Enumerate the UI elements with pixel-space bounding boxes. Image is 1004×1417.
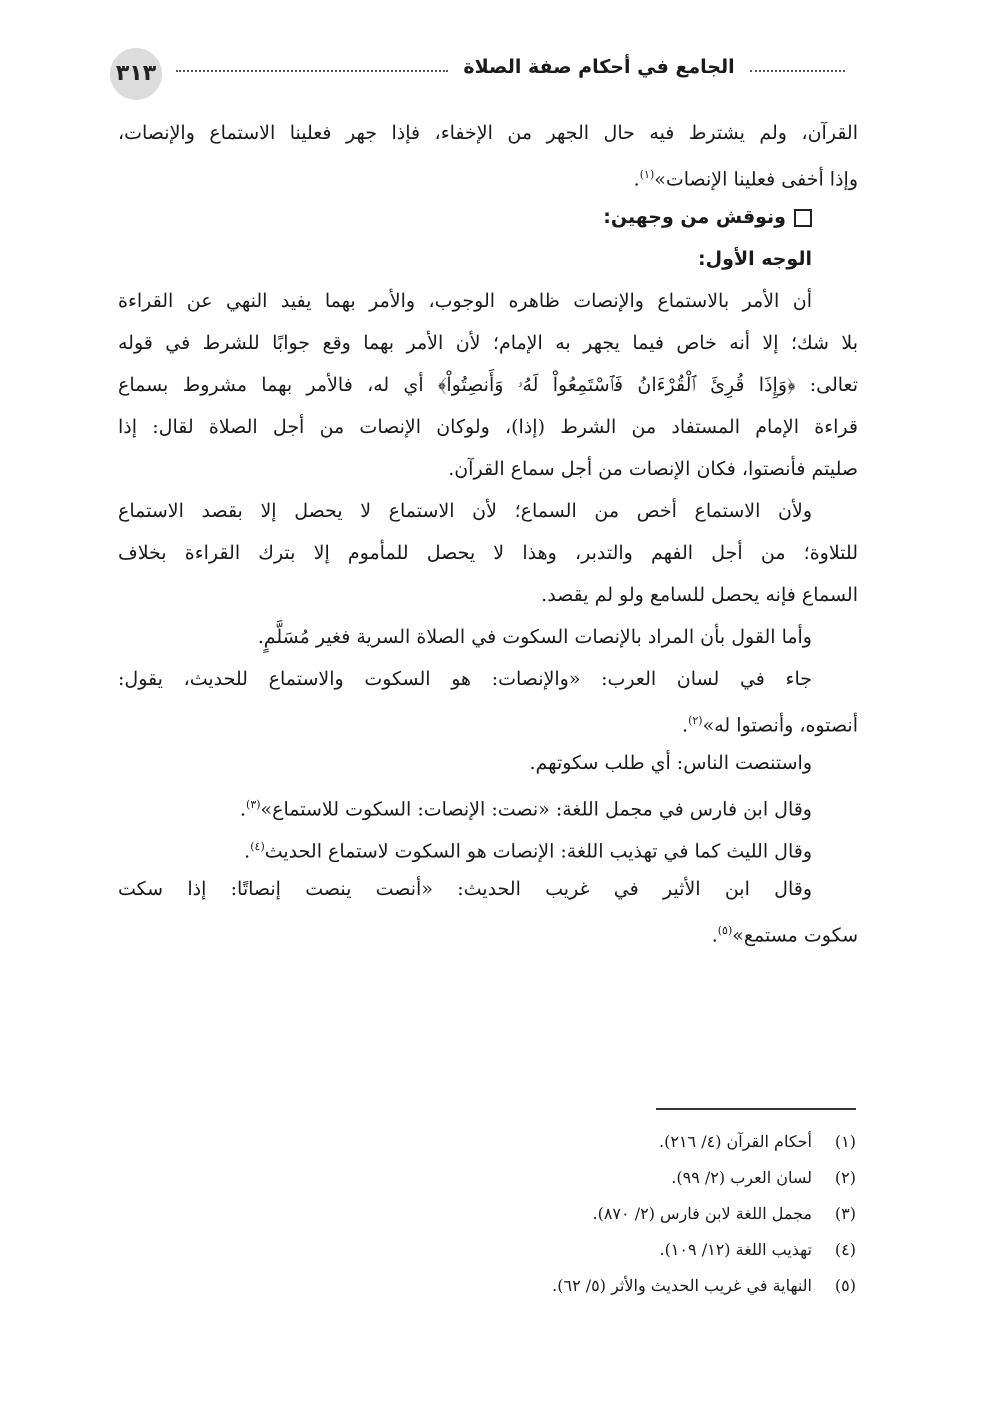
line-tail: . xyxy=(244,840,251,863)
line-text: بلا شك؛ إلا أنه خاص فيما يجهر به الإمام؛ لأن الأمر بهما وقع جوابًا للشرط في قوله xyxy=(118,332,858,354)
footnote-ref[interactable]: (٣) xyxy=(246,798,261,811)
footnote-ref[interactable]: (١) xyxy=(639,168,655,181)
page-number: ٣١٣ xyxy=(115,61,157,86)
heading-text: الوجه الأول: xyxy=(698,248,812,270)
text-line xyxy=(118,784,858,826)
line-text: القرآن، ولم يشترط فيه حال الجهر من الإخفاء، فإذا جهر فعلينا الاستماع والإنصات، xyxy=(118,122,858,144)
line-text: وقال ابن فارس في مجمل اللغة: «نصت: الإنصات: السكوت للاستماع» xyxy=(260,798,812,821)
header-dotted-leader-right xyxy=(750,70,845,72)
line-text: صليتم فأنصتوا، فكان الإنصات من أجل سماع القرآن. xyxy=(448,458,858,480)
line-text: وأما القول بأن المراد بالإنصات السكوت في الصلاة السرية فغير مُسَلَّمٍ. xyxy=(257,626,812,648)
footnote-separator xyxy=(656,1108,856,1110)
footnote-number: (٢) xyxy=(834,1168,856,1187)
text-line xyxy=(118,616,858,658)
footnote-text: أحكام القرآن (٤/ ٢١٦). xyxy=(659,1132,812,1151)
header-dotted-leader-left xyxy=(176,70,448,72)
line-tail: . xyxy=(633,168,640,191)
line-text: جاء في لسان العرب: «والإنصات: هو السكوت والاستماع للحديث، يقول: xyxy=(118,668,812,690)
footnote-number: (٣) xyxy=(834,1204,856,1223)
footnote-text: لسان العرب (٢/ ٩٩). xyxy=(671,1168,812,1187)
text-line xyxy=(118,868,858,910)
text-line xyxy=(118,658,858,700)
text-line xyxy=(118,532,858,574)
heading-text: ونوقش من وجهين: xyxy=(603,206,786,228)
line-text: ولأن الاستماع أخص من السماع؛ لأن الاستماع لا يحصل إلا بقصد الاستماع xyxy=(118,500,812,522)
line-text: سكوت مستمع» xyxy=(732,924,858,947)
section-heading xyxy=(118,238,858,280)
footnote-number: (٥) xyxy=(834,1276,856,1295)
text-line xyxy=(118,406,858,448)
text-line xyxy=(118,742,858,784)
text-line xyxy=(118,700,858,742)
footnote-text: تهذيب اللغة (١٢/ ١٠٩). xyxy=(659,1240,812,1259)
section-heading xyxy=(118,196,858,238)
text-line xyxy=(118,910,858,952)
line-text: واستنصت الناس: أي طلب سكوتهم. xyxy=(529,752,812,774)
line-text: أنصتوه، وأنصتوا له» xyxy=(702,714,858,737)
footnote-item xyxy=(300,1232,856,1268)
text-line xyxy=(118,112,858,154)
line-text: وإذا أخفى فعلينا الإنصات» xyxy=(654,168,858,191)
footnote-ref[interactable]: (٢) xyxy=(688,714,703,727)
footnote-ref[interactable]: (٥) xyxy=(717,924,733,937)
running-title: الجامع في أحكام صفة الصلاة xyxy=(463,56,735,78)
text-line xyxy=(118,280,858,322)
line-text: وقال الليث كما في تهذيب اللغة: الإنصات هو السكوت لاستماع الحديث xyxy=(264,840,812,863)
text-line xyxy=(118,826,858,868)
line-text: تعالى: ﴿وَإِذَا قُرِئَ ٱلْقُرْءَانُ فَٱسْتَمِعُواْ لَهُۥ وَأَنصِتُواْ﴾ أي له، فالأمر بهما مشروط بسماع xyxy=(118,374,858,396)
page-header xyxy=(110,48,845,98)
footnote-item xyxy=(300,1268,856,1304)
footnote-item xyxy=(300,1124,856,1160)
text-line xyxy=(118,448,858,490)
main-text xyxy=(118,112,858,952)
line-tail: . xyxy=(711,924,718,947)
line-text: قراءة الإمام المستفاد من الشرط (إذا)، ولوكان الإنصات من أجل الصلاة لقال: إذا xyxy=(118,416,858,438)
footnote-number: (٤) xyxy=(834,1240,856,1259)
text-line xyxy=(118,154,858,196)
text-line xyxy=(118,322,858,364)
footnote-item xyxy=(300,1196,856,1232)
footnote-ref[interactable]: (٤) xyxy=(250,840,265,853)
line-text: السماع فإنه يحصل للسامع ولو لم يقصد. xyxy=(541,584,858,606)
footnote-number: (١) xyxy=(834,1132,856,1151)
footnote-text: مجمل اللغة لابن فارس (٢/ ٨٧٠). xyxy=(592,1204,812,1223)
footnotes xyxy=(300,1124,856,1304)
line-text: للتلاوة؛ من أجل الفهم والتدبر، وهذا لا يحصل للمأموم إلا بترك القراءة بخلاف xyxy=(118,542,858,564)
line-text: أن الأمر بالاستماع والإنصات ظاهره الوجوب، والأمر بهما يفيد النهي عن القراءة xyxy=(118,290,812,312)
text-line xyxy=(118,364,858,406)
text-line xyxy=(118,490,858,532)
checkbox-square-icon xyxy=(794,209,812,227)
line-tail: . xyxy=(239,798,247,821)
text-line xyxy=(118,574,858,616)
footnote-item xyxy=(300,1160,856,1196)
line-text: وقال ابن الأثير في غريب الحديث: «أنصت ينصت إنصاتًا: إذا سكت xyxy=(118,878,812,900)
line-tail: . xyxy=(682,714,689,737)
footnote-text: النهاية في غريب الحديث والأثر (٥/ ٦٢). xyxy=(552,1276,812,1295)
